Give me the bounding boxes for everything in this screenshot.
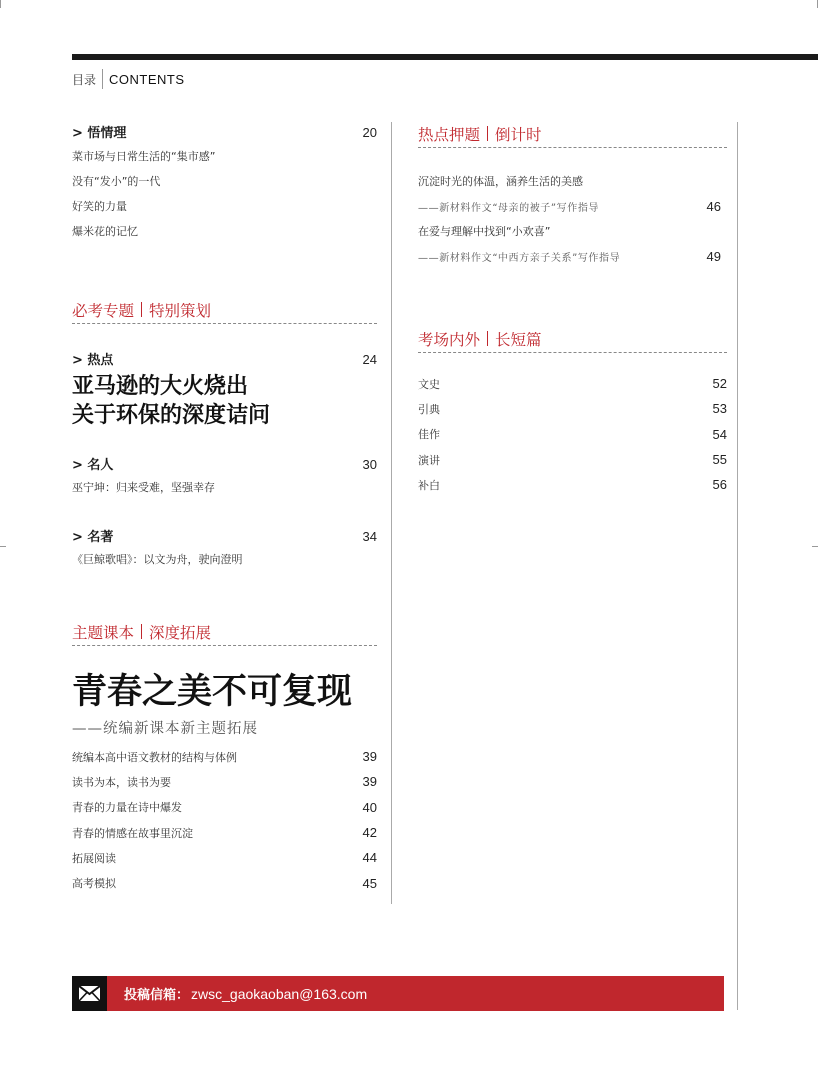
submission-label: 投稿信箱： [124, 988, 190, 1003]
list-item[interactable] [418, 396, 727, 421]
list-item[interactable]: 《巨鲸歌唱》：以文为舟，驶向澄明 [72, 553, 243, 566]
section-title-main: 热点押题 [418, 125, 481, 144]
category-mingzhu [72, 526, 377, 572]
page-number: 40 [362, 799, 377, 815]
item-title: 青春的情感在故事里沉淀 [72, 826, 193, 840]
page-number: 55 [712, 452, 727, 468]
list-item[interactable]: 没有“发小”的一代 [72, 175, 161, 188]
page-number: 56 [712, 477, 727, 493]
list-item[interactable] [418, 371, 727, 396]
list-item[interactable] [72, 744, 377, 769]
list-item[interactable] [418, 447, 727, 472]
category-row[interactable] [72, 349, 377, 368]
list-item[interactable] [72, 769, 377, 794]
header-divider [102, 69, 103, 89]
feature-headline[interactable]: 青春之美不可复现 [72, 672, 353, 712]
page-number: 30 [362, 457, 377, 472]
page-number: 49 [706, 249, 721, 264]
item-title: 演讲 [418, 453, 440, 467]
list-item[interactable] [418, 244, 727, 269]
page-number: 42 [362, 825, 377, 841]
item-title: 佳作 [418, 428, 440, 442]
item-title: 文史 [418, 377, 440, 391]
list-item[interactable]: 巫宁坤：归来受难，坚强幸存 [72, 481, 215, 494]
section-title-main: 主题课本 [72, 623, 135, 642]
page-number: 39 [362, 774, 377, 790]
category-wuqingli [72, 122, 377, 244]
list-item[interactable] [418, 422, 727, 447]
submission-banner [72, 976, 724, 1011]
category-title: > 悟情理 [72, 126, 127, 141]
category-title: > 热点 [72, 353, 114, 368]
feature-headline[interactable] [72, 372, 377, 430]
section-title-sub: 长短篇 [495, 330, 542, 349]
page-number: 45 [362, 875, 377, 891]
category-row[interactable] [72, 122, 377, 141]
category-mingren [72, 454, 377, 500]
left-column [72, 120, 377, 896]
section-title-main: 必考专题 [72, 301, 135, 320]
item-subtitle: ——新材料作文“中西方亲子关系”写作指导 [418, 253, 621, 264]
article-list [418, 371, 727, 497]
item-title: 统编本高中语文教材的结构与体例 [72, 750, 237, 764]
page-number: 52 [712, 376, 727, 392]
page-number: 54 [712, 426, 727, 442]
crop-mark [0, 546, 6, 547]
list-item[interactable] [72, 870, 377, 895]
page-number: 34 [362, 529, 377, 544]
category-title: > 名人 [72, 458, 114, 473]
right-margin-rule [737, 122, 738, 1010]
headline-line: 亚马逊的大火烧出 [72, 374, 249, 399]
item-subtitle: ——新材料作文“母亲的被子”写作指导 [418, 203, 600, 214]
category-row[interactable] [72, 526, 377, 545]
section-title-sub: 特别策划 [149, 301, 212, 320]
list-item[interactable] [418, 194, 727, 219]
section-title-redianyati [418, 120, 727, 148]
item-title: 引典 [418, 402, 440, 416]
feature-subtitle: ——统编新课本新主题拓展 [72, 721, 258, 737]
header-title-cn: 目录 [72, 72, 97, 87]
article-title[interactable]: 在爱与理解中找到“小欢喜” [418, 225, 551, 238]
page-number: 53 [712, 401, 727, 417]
section-title-sub: 深度拓展 [149, 623, 212, 642]
submission-email[interactable]: zwsc_gaokaoban@163.com [191, 985, 368, 1002]
list-item[interactable] [72, 820, 377, 845]
list-item[interactable] [72, 845, 377, 870]
section-title-bikao [72, 296, 377, 324]
list-item[interactable]: 爆米花的记忆 [72, 225, 138, 238]
category-redian [72, 349, 377, 430]
section-title-divider [487, 331, 488, 346]
section-title-main: 考场内外 [418, 330, 481, 349]
headline-line: 关于环保的深度诘问 [72, 403, 271, 428]
header-title-en: CONTENTS [109, 71, 185, 87]
article-title[interactable]: 沉淀时光的体温，涵养生活的美感 [418, 175, 583, 188]
list-item[interactable] [72, 795, 377, 820]
article-list [418, 169, 727, 269]
crop-mark [0, 0, 1, 8]
section-title-sub: 倒计时 [495, 125, 542, 144]
envelope-icon [72, 976, 107, 1011]
section-title-kaochang [418, 325, 727, 353]
section-title-divider [487, 126, 488, 141]
page-number: 20 [362, 125, 377, 140]
column-divider [391, 122, 392, 904]
section-title-zhuti [72, 618, 377, 646]
page-number: 39 [362, 749, 377, 765]
page-number: 46 [706, 199, 721, 214]
category-row[interactable] [72, 454, 377, 473]
item-title: 拓展阅读 [72, 851, 116, 865]
item-title: 青春的力量在诗中爆发 [72, 801, 182, 815]
page-number: 24 [362, 352, 377, 367]
item-title: 读书为本，读书为要 [72, 775, 171, 789]
article-list [72, 744, 377, 896]
list-item[interactable]: 菜市场与日常生活的“集市感” [72, 150, 216, 163]
list-item[interactable] [418, 472, 727, 497]
page-number: 44 [362, 850, 377, 866]
section-title-divider [141, 302, 142, 317]
item-title: 高考模拟 [72, 877, 116, 891]
page-header [72, 69, 185, 89]
top-rule [72, 54, 818, 60]
right-column [418, 120, 727, 497]
item-title: 补白 [418, 478, 440, 492]
section-title-divider [141, 624, 142, 639]
list-item[interactable]: 好笑的力量 [72, 200, 127, 213]
crop-mark [812, 546, 818, 547]
category-title: > 名著 [72, 530, 114, 545]
